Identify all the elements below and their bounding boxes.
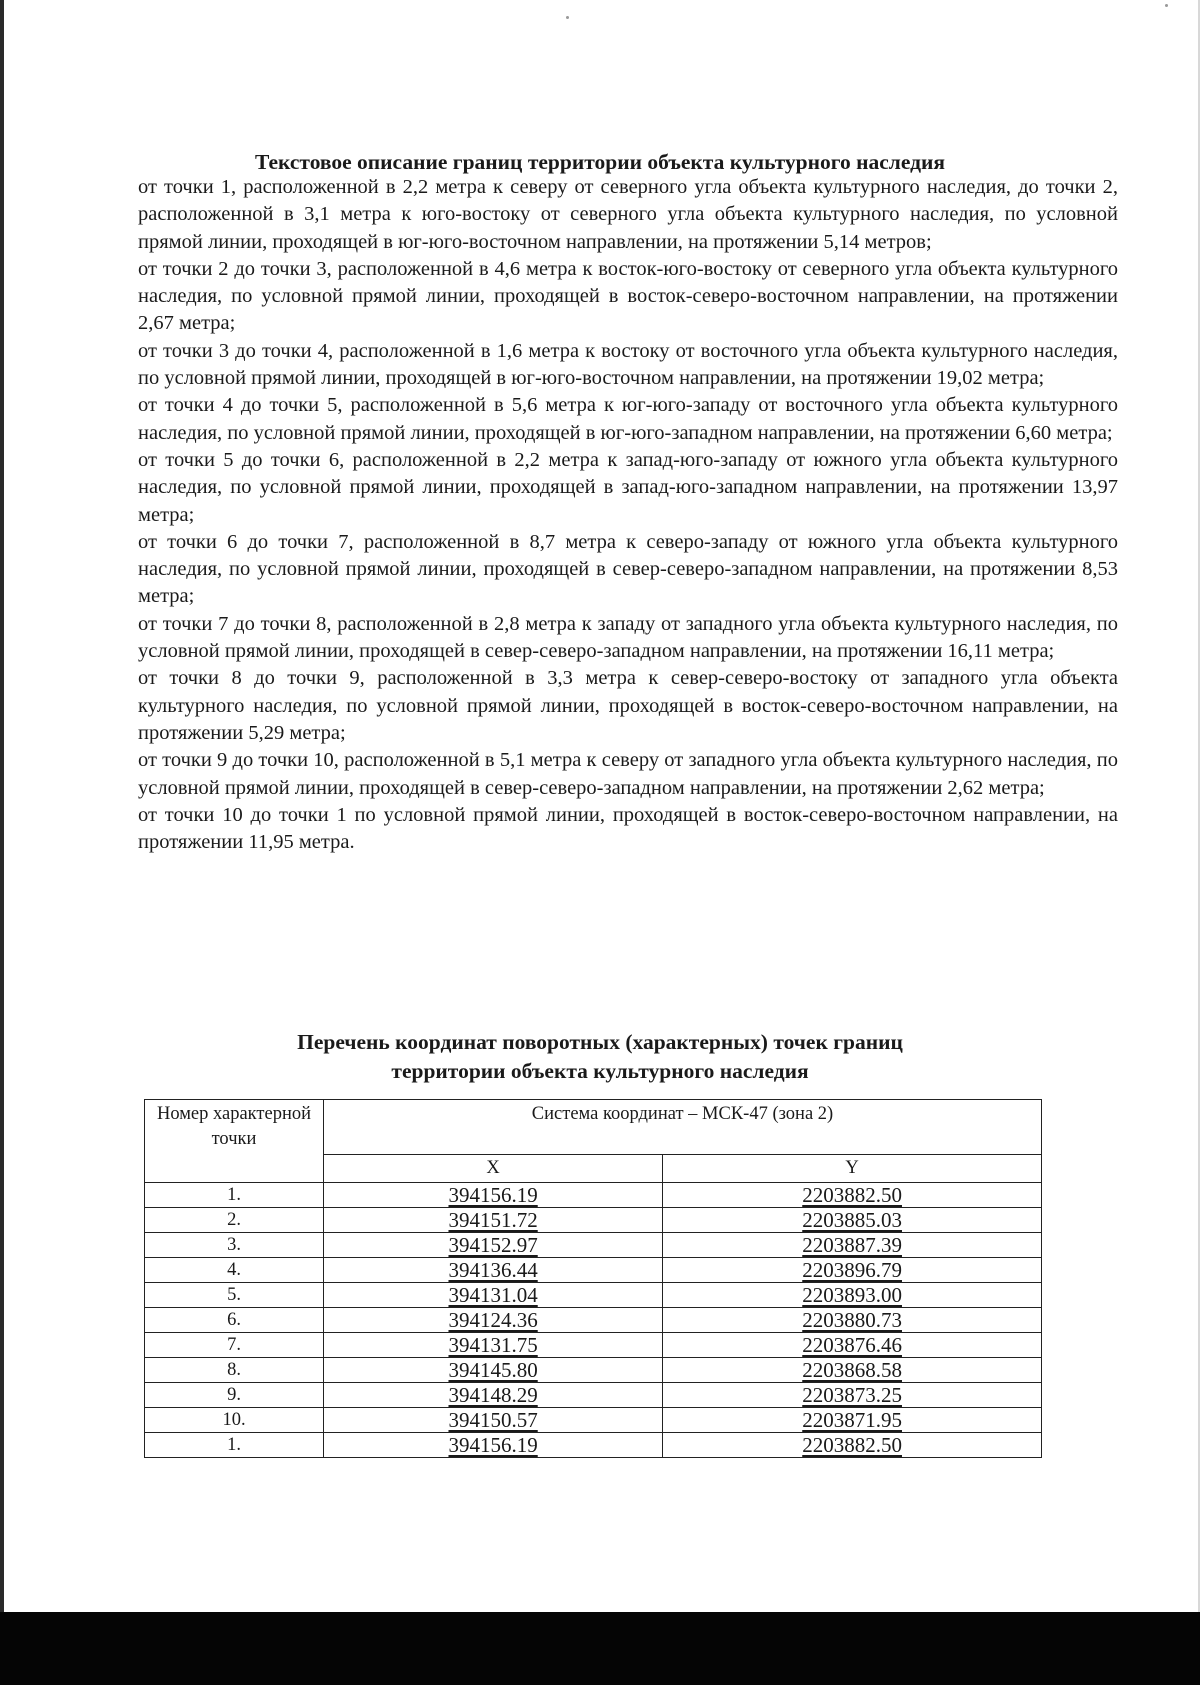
y-coordinate: 2203885.03 [663,1208,1042,1233]
table-row [145,1258,1042,1283]
table-row [145,1308,1042,1333]
point-number: 3. [145,1233,324,1258]
header-y: Y [663,1154,1042,1182]
x-coordinate: 394156.19 [324,1433,663,1458]
y-coordinate: 2203887.39 [663,1233,1042,1258]
point-number: 1. [145,1433,324,1458]
point-number: 8. [145,1358,324,1383]
y-coordinate: 2203880.73 [663,1308,1042,1333]
y-coordinate: 2203873.25 [663,1383,1042,1408]
scan-left-edge [0,0,4,1685]
header-x: X [324,1154,663,1182]
table-title-line-1: Перечень координат поворотных (характерных) точек границ [297,1030,903,1054]
point-number: 9. [145,1383,324,1408]
boundary-description [138,174,1118,856]
paragraph-segment-6-7: от точки 6 до точки 7, расположенной в 8,7 метра к северо-западу от южного угла объекта культурного наследия, по условной прямой линии, проходящей в север-северо-западном направлении, на протяжении 8,53 метра; [138,530,1118,608]
point-number: 10. [145,1408,324,1433]
point-number: 4. [145,1258,324,1283]
table-row [145,1383,1042,1408]
coordinates-table [144,1099,1042,1458]
paragraph-segment-7-8: от точки 7 до точки 8, расположенной в 2,8 метра к западу от западного угла объекта культурного наследия, по условной прямой линии, проходящей в север-северо-западном направлении, на протяжении 16,11 метра; [138,612,1118,663]
paragraph-segment-9-10: от точки 9 до точки 10, расположенной в 5,1 метра к северу от западного угла объекта культурного наследия, по условной прямой линии, проходящей в север-северо-западном направлении, на протяжении 2,62 метра; [138,749,1118,799]
scan-speck [566,16,569,19]
y-coordinate: 2203876.46 [663,1333,1042,1358]
table-row [145,1433,1042,1458]
x-coordinate: 394145.80 [324,1358,663,1383]
table-row [145,1233,1042,1258]
header-coordinate-system: Система координат – МСК-47 (зона 2) [324,1100,1042,1155]
point-number: 5. [145,1283,324,1308]
point-number: 7. [145,1333,324,1358]
scan-bottom-band [0,1612,1200,1685]
document-title: Текстовое описание границ территории объекта культурного наследия [254,150,946,174]
y-coordinate: 2203896.79 [663,1258,1042,1283]
y-coordinate: 2203882.50 [663,1433,1042,1458]
x-coordinate: 394136.44 [324,1258,663,1283]
table-row [145,1408,1042,1433]
y-coordinate: 2203893.00 [663,1283,1042,1308]
y-coordinate: 2203882.50 [663,1183,1042,1208]
paragraph-segment-1-2: от точки 1, расположенной в 2,2 метра к северу от северного угла объекта культурного наследия, до точки 2, расположенной в 3,1 метра к юго-востоку от северного угла объекта культурного наследия, по условной прямой линии, проходящей в юг-юго-восточном направлении, на протяжении 5,14 метров; [138,176,1118,253]
paragraph-segment-4-5: от точки 4 до точки 5, расположенной в 5,6 метра к юг-юго-западу от восточного угла объекта культурного наследия, по условной прямой линии, проходящей в юг-юго-западном направлении, на протяжении 6,60 метра; [138,394,1118,444]
y-coordinate: 2203871.95 [663,1408,1042,1433]
point-number: 6. [145,1308,324,1333]
x-coordinate: 394124.36 [324,1308,663,1333]
table-row [145,1283,1042,1308]
x-coordinate: 394131.04 [324,1283,663,1308]
x-coordinate: 394152.97 [324,1233,663,1258]
x-coordinate: 394151.72 [324,1208,663,1233]
paragraph-segment-3-4: от точки 3 до точки 4, расположенной в 1,6 метра к востоку от восточного угла объекта культурного наследия, по условной прямой линии, проходящей в юг-юго-восточном направлении, на протяжении 19,02 метра; [138,339,1118,390]
table-row [145,1333,1042,1358]
y-coordinate: 2203868.58 [663,1358,1042,1383]
table-row [145,1358,1042,1383]
point-number: 1. [145,1183,324,1208]
header-point-number: Номер характерной точки [145,1100,324,1183]
paragraph-segment-2-3: от точки 2 до точки 3, расположенной в 4,6 метра к восток-юго-востоку от северного угла объекта культурного наследия, по условной прямой линии, проходящей в восток-северо-восточном направлении, на протяжении 2,67 метра; [138,257,1118,335]
table-row [145,1183,1042,1208]
table-title [0,1028,1200,1086]
x-coordinate: 394150.57 [324,1408,663,1433]
table-title-line-2: территории объекта культурного наследия [391,1059,809,1083]
x-coordinate: 394148.29 [324,1383,663,1408]
paragraph-segment-8-9: от точки 8 до точки 9, расположенной в 3,3 метра к север-северо-востоку от западного угла объекта культурного наследия, по условной прямой линии, проходящей в восток-северо-восточном направлении, на протяжении 5,29 метра; [138,667,1118,744]
x-coordinate: 394156.19 [324,1183,663,1208]
table-row [145,1208,1042,1233]
x-coordinate: 394131.75 [324,1333,663,1358]
point-number: 2. [145,1208,324,1233]
scan-speck [1165,4,1168,7]
paragraph-segment-10-1: от точки 10 до точки 1 по условной прямой линии, проходящей в восток-северо-восточном направлении, на протяжении 11,95 метра. [138,803,1118,854]
paragraph-segment-5-6: от точки 5 до точки 6, расположенной в 2,2 метра к запад-юго-западу от южного угла объекта культурного наследия, по условной прямой линии, проходящей в запад-юго-западном направлении, на протяжении 13,97 метра; [138,448,1118,526]
